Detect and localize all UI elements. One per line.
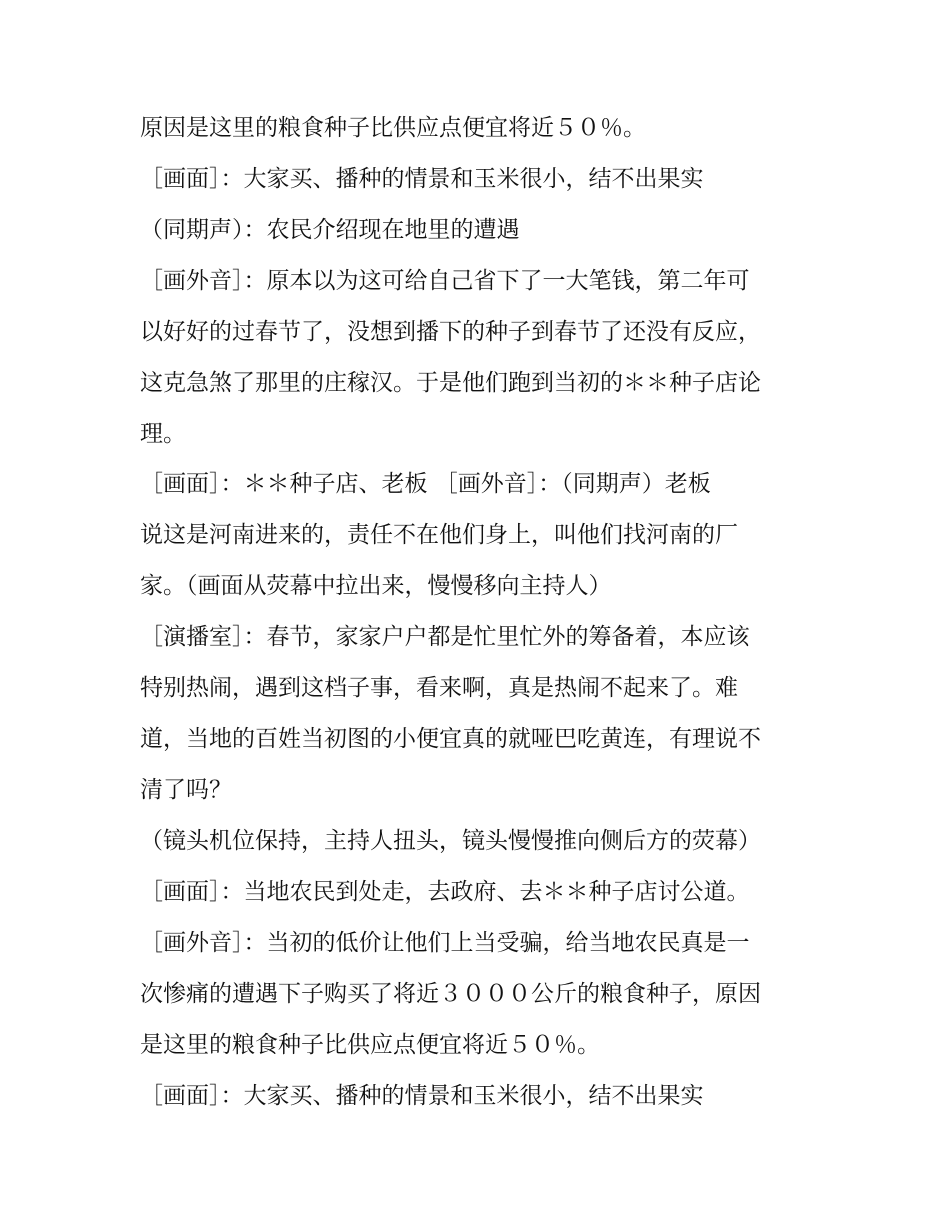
- text-line: 这克急煞了那里的庄稼汉。于是他们跑到当初的＊＊种子店论: [140, 370, 761, 396]
- text-line: 是这里的粮食种子比供应点便宜将近５０％。: [140, 1032, 600, 1058]
- text-line: （镜头机位保持，主持人扭头，镜头慢慢推向侧后方的荧幕）: [140, 828, 761, 854]
- text-line: ［画面］：大家买、播种的情景和玉米很小，结不出果实: [140, 166, 704, 192]
- text-line: ［画面］：当地农民到处走，去政府、去＊＊种子店讨公道。: [140, 879, 750, 905]
- text-line: （同期声）：农民介绍现在地里的遭遇: [140, 217, 520, 243]
- text-line: 理。: [140, 421, 186, 447]
- text-line: 特别热闹，遇到这档子事，看来啊，真是热闹不起来了。难: [140, 675, 738, 701]
- text-line: 说这是河南进来的，责任不在他们身上，叫他们找河南的厂: [140, 522, 738, 548]
- text-line: ［画面］：＊＊种子店、老板 ［画外音］：（同期声）老板: [140, 471, 711, 497]
- text-line: ［画外音］：原本以为这可给自己省下了一大笔钱，第二年可: [140, 268, 750, 294]
- text-line: 家。（画面从荧幕中拉出来，慢慢移向主持人）: [140, 573, 612, 599]
- text-line: 次惨痛的遭遇下子购买了将近３０００公斤的粮食种子，原因: [140, 981, 761, 1007]
- text-line: 清了吗？: [140, 777, 232, 803]
- text-line: 以好好的过春节了，没想到播下的种子到春节了还没有反应，: [140, 319, 761, 345]
- text-line: ［演播室］：春节，家家户户都是忙里忙外的筹备着，本应该: [140, 624, 750, 650]
- text-line: 道，当地的百姓当初图的小便宜真的就哑巴吃黄连，有理说不: [140, 726, 761, 752]
- text-line: 原因是这里的粮食种子比供应点便宜将近５０％。: [140, 115, 646, 141]
- text-line: ［画外音］：当初的低价让他们上当受骗，给当地农民真是一: [140, 930, 750, 956]
- text-line: ［画面］：大家买、播种的情景和玉米很小，结不出果实: [140, 1083, 704, 1109]
